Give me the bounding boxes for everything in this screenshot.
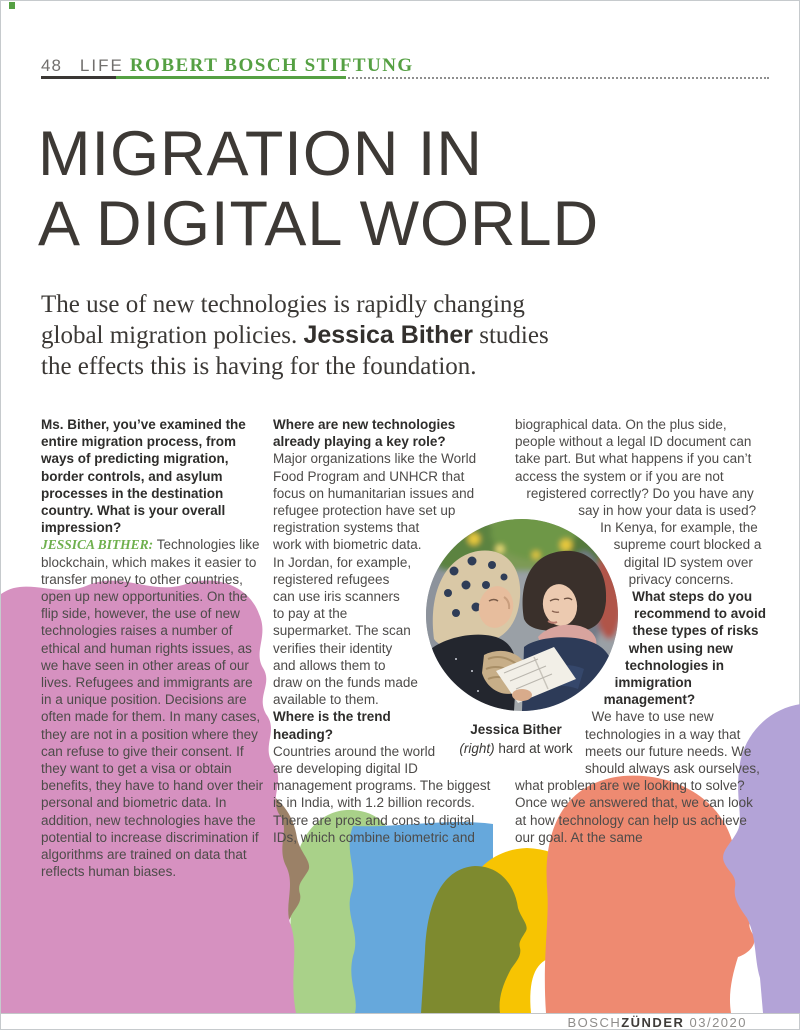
answer-1 [41,536,266,880]
intro-line2 [41,320,641,351]
footer-rule [1,1013,800,1014]
page-number: 48 [41,56,62,75]
header-rule-green-segment [116,76,346,79]
question-3: Where is the trend heading? [273,709,391,742]
speaker-name: JESSICA BITHER: [41,537,154,553]
question-4: What steps do you recommend to avoid these types of risks when using new technologies in immigration management? [603,589,767,708]
photo-circle-jessica-bither [426,519,618,711]
footer [567,1015,747,1030]
section-label: LIFE [79,56,124,75]
question-1: Ms. Bither, you’ve examined the entire migration process, from ways of predicting migration, border controls, and asylum processes in the destination country. What is your overall impression? [41,417,246,536]
caption-rest: hard at work [494,741,573,756]
footer-brand-bold: ZÜNDER [621,1015,685,1030]
column-1 [41,416,266,880]
intro-person-name: Jessica Bither [303,321,473,349]
article-title-line1: MIGRATION IN [38,119,483,189]
answer-4: We have to use new technologies in a way that meets our future needs. We should always ask ourselves, what problem are we looking to solve? Once we’ve answered that, we can look at how technology can help us achieve our goal. At the same [515,709,760,845]
article-title-line2: A DIGITAL WORLD [38,189,600,259]
header-rule-dark-segment [41,76,116,79]
intro-line1: The use of new technologies is rapidly changing [41,291,525,318]
article-intro [41,289,641,382]
caption-detail [416,739,616,758]
intro-line3: the effects this is having for the foundation. [41,353,477,380]
photo-caption [416,720,616,758]
answer-3-continued: biographical data. On the plus side, people without a legal ID document can take part. But what happens if you can’t access the system or if you are not registered correctly? Do you have any say in how your data is used? In Kenya, for example, the supreme court blocked a digital ID system over privacy concerns. [515,417,762,587]
question-2: Where are new technologies already playing a key role? [273,417,456,450]
footer-brand-light: BOSCH [567,1015,622,1030]
intro-line2-post: studies [473,322,549,349]
answer-2: Major organizations like the World Food Program and UNHCR that focus on humanitarian issues and refugee protection have set up registration systems that work with biometric data. In Jordan, for example, registered refugees can use iris scanners to pay at the supermarket. The scan verifies their identity and allows them to draw on the funds made available to them. [273,451,477,708]
intro-line2-pre: global migration policies. [41,322,304,349]
caption-name: Jessica Bither [470,722,562,737]
answer-3: Countries around the world are developing digital ID management programs. The biggest is in India, with 1.2 billion records. There are pros and cons to digital IDs, which combine biometric and [273,743,491,845]
caption-position: (right) [459,741,495,756]
corner-accent-mark [9,2,15,9]
brand-title: ROBERT BOSCH STIFTUNG [129,55,414,76]
footer-issue: 03/2020 [684,1015,747,1030]
page-header [41,55,414,77]
article-title [38,119,599,259]
answer-1-text: Technologies like blockchain, which makes it easier to transfer money to other countries, open up new opportunities. On the flip side, however, the use of new technologies raises a number of ethical and human rights issues, as we have seen in other areas of our lives. Refugees and immigrants are in a unique position. Decisions are often made for them. In many cases, they are not in a position where they can refuse to give their consent. If they want to get a visa or obtain benefits, they have to hand over their personal and biometric data. In addition, new technologies have the potential to increase discrimination if algorithms are trained on data that reflects human biases. [41,537,264,880]
